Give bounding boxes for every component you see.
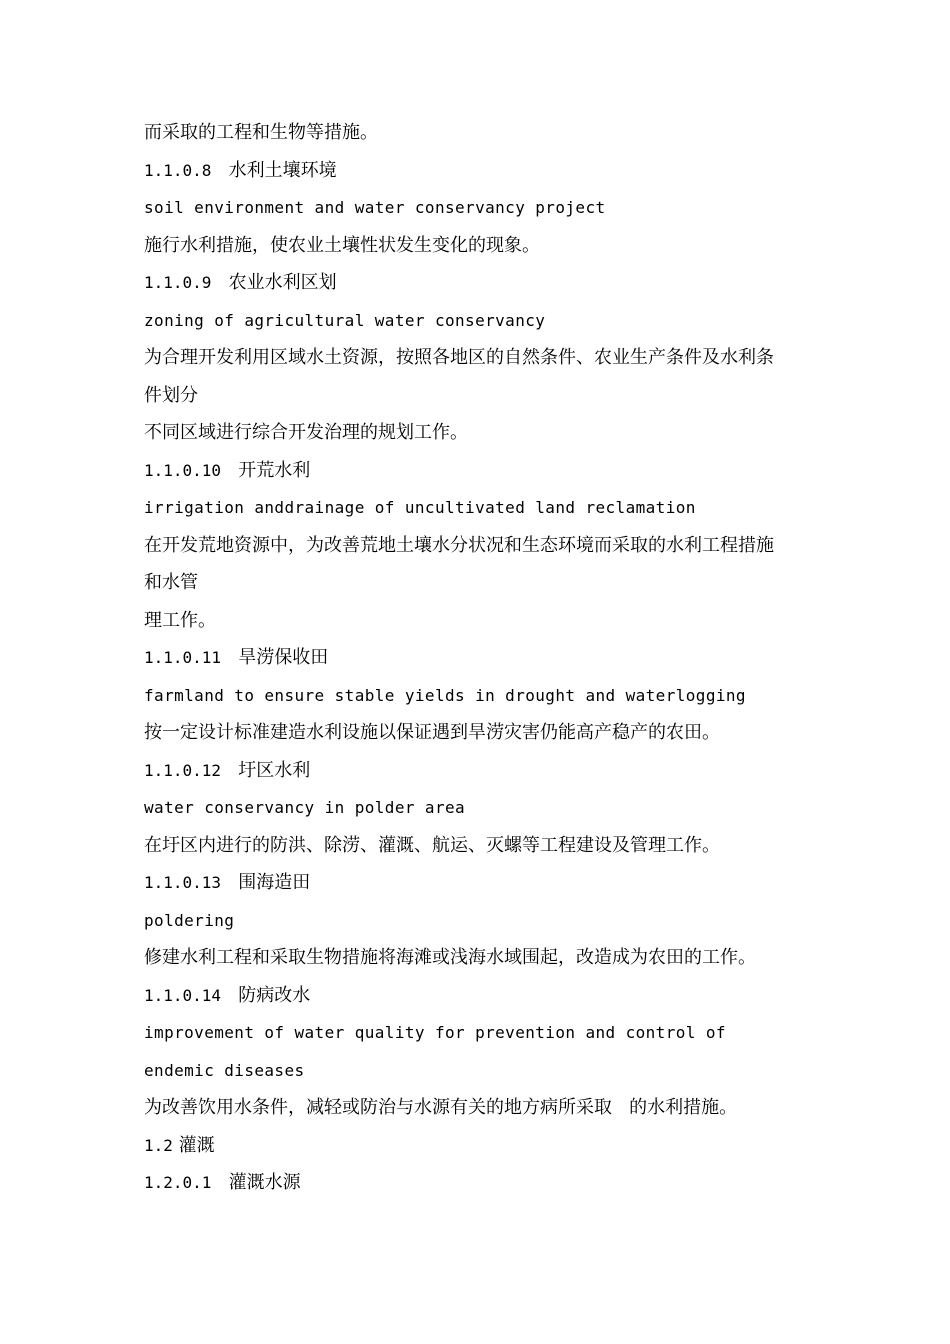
- term-title: 农业水利区划: [228, 272, 337, 293]
- english-term: endemic diseases: [144, 1060, 305, 1080]
- definition-text: 在圩区内进行的防洪、除涝、灌溉、航运、灭螺等工程建设及管理工作。: [144, 834, 720, 856]
- section-title: 灌溉: [178, 1134, 215, 1156]
- document-page: [144, 114, 824, 1202]
- term-heading: [144, 152, 824, 190]
- term-title: 灌溉水源: [228, 1172, 301, 1193]
- english-term: water conservancy in polder area: [144, 798, 466, 817]
- english-term: improvement of water quality for prevention and control of: [144, 1023, 726, 1042]
- definition-text: 理工作。: [144, 609, 216, 631]
- definition-text: 为改善饮用水条件，减轻或防治与水源有关的地方病所采取 的水利措施。: [144, 1097, 738, 1118]
- term-heading: [144, 639, 824, 677]
- term-number: 1.1.0.10: [144, 460, 222, 480]
- english-term: poldering: [144, 910, 235, 930]
- definition-text: 件划分: [144, 384, 198, 406]
- english-term: farmland to ensure stable yields in drought and waterlogging: [144, 685, 746, 705]
- section-heading: [144, 1127, 824, 1165]
- definition-text: 在开发荒地资源中，为改善荒地土壤水分状况和生态环境而采取的水利工程措施: [144, 534, 774, 556]
- term-number: 1.1.0.8: [144, 160, 212, 180]
- term-number: 1.1.0.11: [144, 648, 222, 667]
- term-title: 开荒水利: [238, 459, 311, 481]
- definition-text: 施行水利措施，使农业土壤性状发生变化的现象。: [144, 234, 540, 256]
- definition-text: 不同区域进行综合开发治理的规划工作。: [144, 422, 468, 443]
- body-text-line: 而采取的工程和生物等措施。: [144, 122, 378, 143]
- term-heading: [144, 752, 824, 790]
- term-number: 1.1.0.14: [144, 985, 222, 1005]
- term-number: 1.2.0.1: [144, 1173, 212, 1192]
- english-term: soil environment and water conservancy project: [144, 198, 606, 217]
- definition-text: 修建水利工程和采取生物措施将海滩或浅海水域围起，改造成为农田的工作。: [144, 947, 756, 968]
- section-number: 1.2: [144, 1135, 173, 1155]
- term-number: 1.1.0.12: [144, 760, 222, 780]
- definition-text: 和水管: [144, 572, 198, 593]
- term-title: 围海造田: [238, 872, 311, 893]
- term-title: 圩区水利: [238, 759, 311, 781]
- definition-text: 为合理开发利用区域水土资源，按照各地区的自然条件、农业生产条件及水利条: [144, 347, 774, 368]
- term-heading: [144, 264, 824, 302]
- definition-text: 按一定设计标准建造水利设施以保证遇到旱涝灾害仍能高产稳产的农田。: [144, 722, 720, 743]
- english-term: irrigation anddrainage of uncultivated land reclamation: [144, 498, 696, 517]
- term-heading: [144, 1164, 824, 1202]
- english-term: zoning of agricultural water conservancy: [144, 310, 546, 330]
- term-title: 水利土壤环境: [228, 159, 337, 181]
- term-number: 1.1.0.13: [144, 873, 222, 892]
- term-heading: [144, 864, 824, 902]
- term-number: 1.1.0.9: [144, 273, 212, 292]
- term-heading: [144, 977, 824, 1015]
- term-title: 旱涝保收田: [238, 647, 329, 668]
- term-heading: [144, 452, 824, 490]
- term-title: 防病改水: [238, 984, 311, 1006]
